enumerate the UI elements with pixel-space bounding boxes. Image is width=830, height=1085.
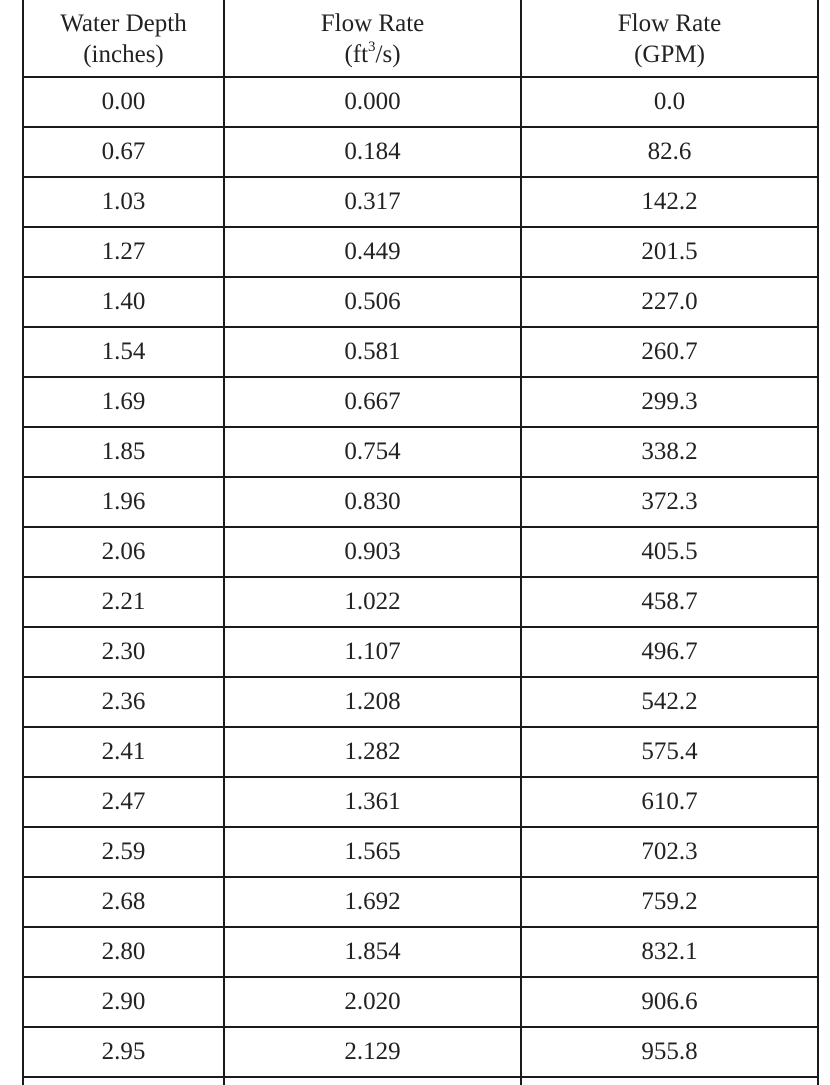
table-row (24, 78, 817, 128)
cell-flow-rate-cfs: 1.692 (344, 888, 401, 915)
cell-water-depth: 2.59 (101, 838, 146, 865)
cell-water-depth: 2.80 (101, 938, 146, 965)
table-row (24, 878, 817, 928)
cell-flow-rate-gpm: 542.2 (641, 688, 698, 715)
cell-flow-rate-cfs: 2.129 (344, 1038, 401, 1065)
table-row (24, 728, 817, 778)
header-unit-suffix: /s) (375, 41, 401, 68)
table-row (24, 928, 817, 978)
cell-water-depth: 2.21 (101, 588, 146, 615)
cell-flow-rate-cfs: 0.449 (344, 238, 401, 265)
header-water-depth (24, 8, 223, 70)
cell-water-depth: 2.41 (101, 738, 146, 765)
cell-flow-rate-cfs: 1.022 (344, 588, 401, 615)
cell-flow-rate-gpm: 458.7 (641, 588, 698, 615)
cell-flow-rate-gpm: 759.2 (641, 888, 698, 915)
cell-water-depth: 1.85 (101, 438, 146, 465)
header-line: Water Depth (60, 10, 187, 37)
table-row (24, 478, 817, 528)
cell-flow-rate-gpm: 227.0 (641, 288, 698, 315)
table-row (24, 828, 817, 878)
cell-flow-rate-cfs: 0.903 (344, 538, 401, 565)
table-row (24, 228, 817, 278)
cell-water-depth: 2.47 (101, 788, 146, 815)
header-unit (225, 39, 520, 70)
cell-flow-rate-gpm: 0.0 (653, 88, 686, 115)
cell-flow-rate-gpm: 610.7 (641, 788, 698, 815)
cell-water-depth: 2.30 (101, 638, 146, 665)
cell-flow-rate-gpm: 906.6 (641, 988, 698, 1015)
cell-flow-rate-gpm: 82.6 (647, 138, 692, 165)
cell-flow-rate-gpm: 201.5 (641, 238, 698, 265)
cell-water-depth: 2.68 (101, 888, 146, 915)
table-row (24, 178, 817, 228)
table-header-row (24, 0, 817, 78)
table-row (24, 628, 817, 678)
cell-water-depth: 0.00 (101, 88, 146, 115)
cell-flow-rate-cfs: 1.854 (344, 938, 401, 965)
header-unit-prefix: (ft (344, 41, 369, 68)
table-row (24, 128, 817, 178)
cell-water-depth: 2.95 (101, 1038, 146, 1065)
cell-water-depth: 0.67 (101, 138, 146, 165)
header-unit-exponent: 3 (368, 38, 376, 55)
cell-water-depth: 2.06 (101, 538, 146, 565)
table-row (24, 378, 817, 428)
cell-flow-rate-gpm: 405.5 (641, 538, 698, 565)
table-row (24, 578, 817, 628)
header-flow-rate-cfs (225, 8, 520, 70)
table-row (24, 278, 817, 328)
header-unit: (GPM) (634, 41, 705, 68)
cell-flow-rate-cfs: 1.282 (344, 738, 401, 765)
cell-flow-rate-gpm: 955.8 (641, 1038, 698, 1065)
cell-flow-rate-cfs: 0.667 (344, 388, 401, 415)
cell-water-depth: 1.27 (101, 238, 146, 265)
cell-flow-rate-gpm: 299.3 (641, 388, 698, 415)
table-row (24, 328, 817, 378)
flow-rate-table (22, 0, 819, 1085)
cell-water-depth: 2.90 (101, 988, 146, 1015)
cell-flow-rate-gpm: 142.2 (641, 188, 698, 215)
table-body (24, 78, 817, 1078)
cell-water-depth: 1.40 (101, 288, 146, 315)
cell-flow-rate-cfs: 0.754 (344, 438, 401, 465)
cell-water-depth: 1.69 (101, 388, 146, 415)
table-row (24, 978, 817, 1028)
table-row (24, 428, 817, 478)
cell-flow-rate-gpm: 575.4 (641, 738, 698, 765)
header-line: Flow Rate (320, 10, 425, 37)
cell-flow-rate-cfs: 0.506 (344, 288, 401, 315)
header-flow-rate-gpm (522, 8, 817, 70)
cell-flow-rate-cfs: 0.317 (344, 188, 401, 215)
cell-flow-rate-cfs: 1.361 (344, 788, 401, 815)
cell-water-depth: 1.96 (101, 488, 146, 515)
cell-flow-rate-gpm: 338.2 (641, 438, 698, 465)
cell-water-depth: 2.36 (101, 688, 146, 715)
cell-flow-rate-cfs: 0.184 (344, 138, 401, 165)
table-row (24, 678, 817, 728)
cell-flow-rate-gpm: 832.1 (641, 938, 698, 965)
cell-water-depth: 1.54 (101, 338, 146, 365)
header-line: Flow Rate (617, 10, 722, 37)
cell-flow-rate-gpm: 372.3 (641, 488, 698, 515)
cell-flow-rate-cfs: 1.208 (344, 688, 401, 715)
table-row (24, 778, 817, 828)
cell-flow-rate-gpm: 260.7 (641, 338, 698, 365)
cell-water-depth: 1.03 (101, 188, 146, 215)
cell-flow-rate-gpm: 496.7 (641, 638, 698, 665)
table-row (24, 1028, 817, 1078)
cell-flow-rate-gpm: 702.3 (641, 838, 698, 865)
cell-flow-rate-cfs: 0.581 (344, 338, 401, 365)
cell-flow-rate-cfs: 0.000 (344, 88, 401, 115)
header-unit: (inches) (83, 41, 164, 68)
cell-flow-rate-cfs: 1.565 (344, 838, 401, 865)
table-row (24, 528, 817, 578)
cell-flow-rate-cfs: 0.830 (344, 488, 401, 515)
cell-flow-rate-cfs: 1.107 (344, 638, 401, 665)
cell-flow-rate-cfs: 2.020 (344, 988, 401, 1015)
